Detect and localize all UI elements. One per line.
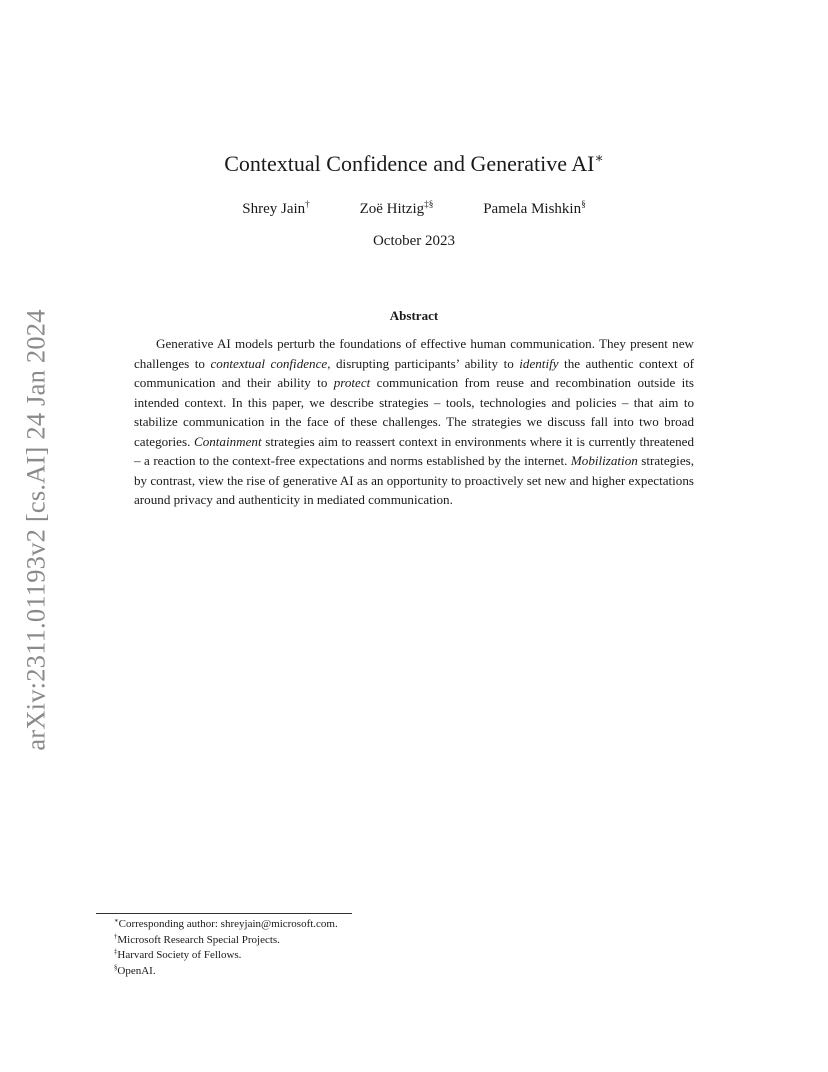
- footnote-corresponding-author: [114, 917, 714, 933]
- abstract-text: the authentic context of communication and their ability to: [134, 355, 695, 390]
- footnote-affiliation-microsoft: [114, 933, 714, 949]
- abstract-emphasis: protect: [333, 375, 371, 390]
- footnote-divider: [96, 913, 352, 914]
- footnote-mark: ‡: [114, 948, 118, 956]
- footnote-affiliation-harvard: [114, 948, 714, 964]
- footnote-mark: †: [114, 932, 118, 940]
- arxiv-identifier-text: arXiv:2311.01193v2 [cs.AI] 24 Jan 2024: [20, 309, 51, 751]
- footnote-text: OpenAI.: [117, 964, 156, 977]
- abstract-text: , disrupting participants’ ability to: [327, 355, 520, 371]
- author-list: [0, 199, 828, 219]
- abstract-body: [134, 334, 694, 510]
- publication-date: October 2023: [372, 233, 456, 249]
- author-affiliation-mark: §: [581, 200, 586, 210]
- author-2: [360, 199, 434, 219]
- author-3: [483, 199, 586, 219]
- footnote-text: Corresponding author: shreyjain@microsoft.com.: [118, 918, 338, 930]
- paper-title-text: Contextual Confidence and Generative AI: [224, 151, 595, 176]
- abstract-heading: Abstract: [389, 308, 439, 323]
- abstract-emphasis: identify: [519, 355, 559, 371]
- title-footnote-mark: ∗: [594, 150, 604, 166]
- abstract-text: Generative AI models perturb the foundations of effective human communication. They present new challenges to: [134, 336, 694, 371]
- abstract-text: strategies, by contrast, view the rise of generative AI as an opportunity to proactively set new and higher expectations around privacy and authenticity in mediated communication.: [134, 453, 695, 507]
- abstract-text: strategies aim to reassert context in environments where it is currently threatened – a reaction to the context-free expectations and norms established by the internet.: [134, 433, 695, 468]
- author-affiliation-mark: †: [305, 200, 310, 210]
- footnote-text: Harvard Society of Fellows.: [117, 949, 242, 962]
- footnote-list: [114, 917, 714, 979]
- footnote-mark: ∗: [114, 917, 119, 925]
- author-name: Zoë Hitzig: [359, 201, 425, 217]
- abstract-emphasis: contextual confidence: [210, 355, 328, 371]
- abstract-emphasis: Mobilization: [570, 453, 638, 468]
- footnote-affiliation-openai: [114, 964, 714, 980]
- author-1: [242, 199, 310, 219]
- footnote-mark: §: [114, 964, 118, 972]
- abstract-emphasis: Containment: [193, 433, 262, 449]
- abstract-text: communication from reuse and recombination outside its intended context. In this paper, we describe strategies – tools, technologies and policies – that aim to stabilize communication in the face of these challenges. The strategies we discuss fall into two broad categories.: [134, 375, 694, 449]
- author-affiliation-mark: ‡§: [424, 200, 434, 210]
- author-name: Pamela Mishkin: [483, 201, 582, 217]
- paper-title: [0, 150, 828, 178]
- footnote-text: Microsoft Research Special Projects.: [117, 933, 280, 946]
- author-name: Shrey Jain: [242, 201, 306, 217]
